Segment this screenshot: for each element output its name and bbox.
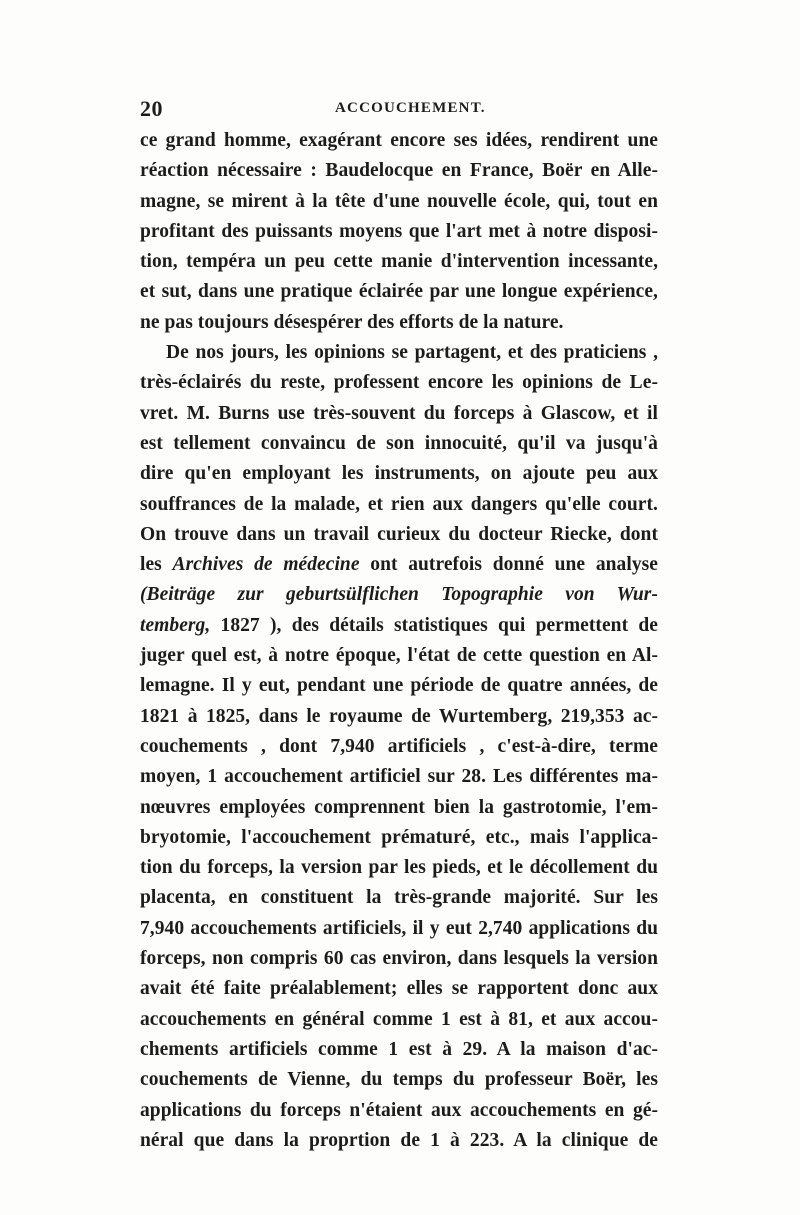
text-line: chements artificiels comme 1 est à 29. A la maison d'ac- — [140, 1038, 658, 1060]
text-line: juger quel est, à notre époque, l'état de cette question en Al- — [140, 645, 658, 667]
text-run: les — [140, 554, 162, 576]
journal-title: Archives de médecine — [172, 554, 360, 576]
text-line: On trouve dans un travail curieux du docteur Riecke, dont — [140, 523, 658, 545]
text-line: bryotomie, l'accouchement prématuré, etc., mais l'applica- — [140, 826, 658, 848]
text-line: accouchements en général comme 1 est à 81, et aux accou- — [140, 1008, 658, 1030]
text-line: vret. M. Burns use très-souvent du forceps à Glascow, et il — [140, 402, 658, 424]
text-line: néral que dans la proprtion de 1 à 223. A la clinique de — [140, 1129, 658, 1151]
text-line-mixed — [140, 611, 658, 641]
text-line: magne, se mirent à la tête d'une nouvelle école, qui, tout en — [140, 190, 658, 212]
text-line: De nos jours, les opinions se partagent, et des praticiens , — [166, 342, 658, 364]
text-line: couchements , dont 7,940 artificiels , c'est-à-dire, terme — [140, 735, 658, 757]
text-line: lemagne. Il y eut, pendant une période de quatre années, de — [140, 675, 658, 697]
text-line: dire qu'en employant les instruments, on ajoute peu aux — [140, 463, 658, 485]
text-line: et sut, dans une pratique éclairée par une longue expérience, — [140, 281, 658, 303]
text-line: nœuvres employées comprennent bien la gastrotomie, l'em- — [140, 796, 658, 818]
text-line: tion, tempéra un peu cette manie d'intervention incessante, — [140, 251, 658, 273]
body-text — [140, 126, 658, 1156]
text-line: couchements de Vienne, du temps du professeur Boër, les — [140, 1069, 658, 1091]
running-head — [140, 96, 660, 122]
text-line: (Beiträge zur geburtsülflichen Topographie von Wur- — [140, 584, 658, 606]
text-line: souffrances de la malade, et rien aux dangers qu'elle court. — [140, 493, 658, 515]
text-line-mixed — [140, 550, 658, 580]
page-number: 20 — [140, 96, 163, 121]
text-line: applications du forceps n'étaient aux accouchements en gé- — [140, 1099, 658, 1121]
text-line: avait été faite préalablement; elles se rapportent donc aux — [140, 978, 658, 1000]
text-line: tion du forceps, la version par les pieds, et le décollement du — [140, 857, 658, 879]
text-run: 1827 ), des détails statistiques qui permettent de — [220, 614, 658, 636]
running-title: ACCOUCHEMENT. — [335, 100, 486, 116]
journal-title-end: temberg, — [140, 614, 211, 636]
text-line: est tellement convaincu de son innocuité, qu'il va jusqu'à — [140, 432, 658, 454]
text-line: ce grand homme, exagérant encore ses idées, rendirent une — [140, 130, 658, 151]
text-line: réaction nécessaire : Baudelocque en France, Boër en Alle- — [140, 160, 658, 182]
text-line: forceps, non compris 60 cas environ, dans lesquels la version — [140, 948, 658, 970]
text-line: moyen, 1 accouchement artificiel sur 28. Les différentes ma- — [140, 766, 658, 788]
text-line: 1821 à 1825, dans le royaume de Wurtemberg, 219,353 ac- — [140, 705, 658, 727]
text-line: ne pas toujours désespérer des efforts de la nature. — [140, 311, 564, 333]
text-line: profitant des puissants moyens que l'art met à notre disposi- — [140, 220, 658, 242]
text-run: ont autrefois donné une analyse — [370, 554, 658, 576]
text-line: 7,940 accouchements artificiels, il y eut 2,740 applications du — [140, 917, 658, 939]
text-line: placenta, en constituent la très-grande majorité. Sur les — [140, 887, 658, 909]
text-line: très-éclairés du reste, professent encore les opinions de Le- — [140, 372, 658, 394]
